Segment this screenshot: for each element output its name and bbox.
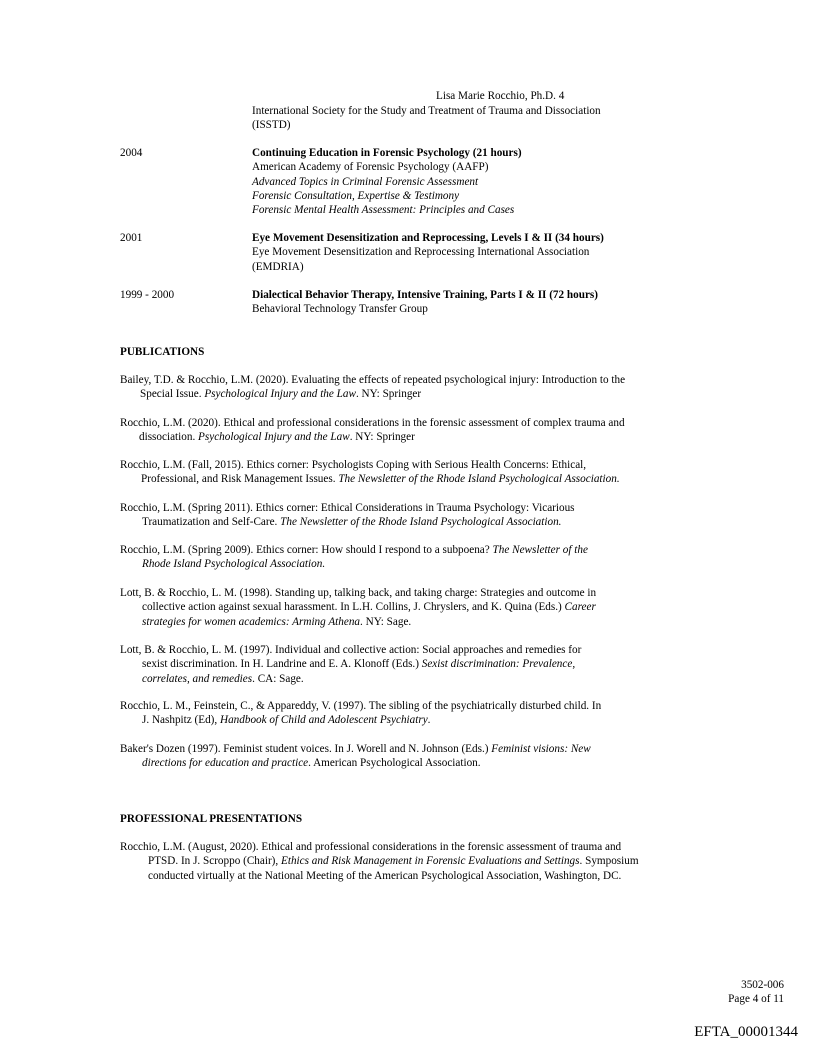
- publication-entry: Lott, B. & Rocchio, L. M. (1997). Individual and collective action: Social approaches and remedies for sexist discrimination. In H. Landrine and E. A. Klonoff (Eds.) Sexist discrimination: Prevalence, correlates, and remedies. CA: Sage.: [120, 644, 582, 685]
- training-org: American Academy of Forensic Psychology (AAFP): [252, 161, 489, 173]
- section-heading-publications: PUBLICATIONS: [120, 346, 205, 358]
- publication-entry: Rocchio, L.M. (Spring 2011). Ethics corner: Ethical Considerations in Trauma Psychology: Vicarious Traumatization and Self-Care. The Newsletter of the Rhode Island Psychological Association.: [120, 502, 575, 529]
- training-title: Eye Movement Desensitization and Reprocessing, Levels I & II (34 hours): [252, 232, 604, 244]
- presentation-entry: Rocchio, L.M. (August, 2020). Ethical and professional considerations in the forensic assessment of trauma and PTSD. In J. Scroppo (Chair), Ethics and Risk Management in Forensic Evaluations and Settings. Symposium conducted virtually at the National Meeting of the American Psychological Association, Washington, DC.: [120, 841, 639, 882]
- publication-entry: Baker's Dozen (1997). Feminist student voices. In J. Worell and N. Johnson (Eds.) Feminist visions: New directions for education and practice. American Psychological Association.: [120, 743, 591, 770]
- bates-number: EFTA_00001344: [694, 1024, 798, 1040]
- training-carry-org: International Society for the Study and Treatment of Trauma and Dissociation: [252, 105, 601, 117]
- publication-entry: Rocchio, L.M. (2020). Ethical and professional considerations in the forensic assessment of complex trauma and dissociation. Psychological Injury and the Law. NY: Springer: [120, 417, 625, 444]
- training-org-abbr: (EMDRIA): [252, 261, 304, 273]
- publication-entry: Rocchio, L.M. (Spring 2009). Ethics corner: How should I respond to a subpoena? The Newsletter of the Rhode Island Psychological Association.: [120, 544, 588, 571]
- training-year: 1999 - 2000: [120, 289, 175, 301]
- publication-entry: Rocchio, L.M. (Fall, 2015). Ethics corner: Psychologists Coping with Serious Health Concerns: Ethical, Professional, and Risk Management Issues. The Newsletter of the Rhode Island Psychological Association.: [120, 459, 620, 486]
- section-heading-presentations: PROFESSIONAL PRESENTATIONS: [120, 813, 303, 825]
- training-topic: Advanced Topics in Criminal Forensic Assessment: [252, 176, 479, 188]
- training-org: Behavioral Technology Transfer Group: [252, 303, 428, 315]
- publication-entry: Bailey, T.D. & Rocchio, L.M. (2020). Evaluating the effects of repeated psychological injury: Introduction to the Special Issue. Psychological Injury and the Law. NY: Springer: [120, 374, 626, 401]
- running-header: Lisa Marie Rocchio, Ph.D. 4: [436, 90, 565, 102]
- training-year: 2001: [120, 232, 143, 244]
- training-topic: Forensic Mental Health Assessment: Principles and Cases: [252, 204, 515, 216]
- training-title: Dialectical Behavior Therapy, Intensive Training, Parts I & II (72 hours): [252, 289, 598, 301]
- training-year: 2004: [120, 147, 143, 159]
- training-carry-org-abbr: (ISSTD): [252, 119, 291, 131]
- training-topic: Forensic Consultation, Expertise & Testimony: [252, 190, 460, 202]
- page-number: Page 4 of 11: [728, 993, 784, 1005]
- publication-entry: Lott, B. & Rocchio, L. M. (1998). Standing up, talking back, and taking charge: Strategies and outcome in collective action against sexual harassment. In L.H. Collins, J. Chryslers, and K. Quina (Eds.) Career strategies for women academics: Arming Athena. NY: Sage.: [120, 587, 597, 628]
- document-code: 3502-006: [741, 979, 784, 991]
- publication-entry: Rocchio, L. M., Feinstein, C., & Appareddy, V. (1997). The sibling of the psychiatrically disturbed child. In J. Nashpitz (Ed), Handbook of Child and Adolescent Psychiatry.: [120, 700, 602, 727]
- training-org: Eye Movement Desensitization and Reprocessing International Association: [252, 246, 590, 258]
- training-title: Continuing Education in Forensic Psychology (21 hours): [252, 147, 522, 159]
